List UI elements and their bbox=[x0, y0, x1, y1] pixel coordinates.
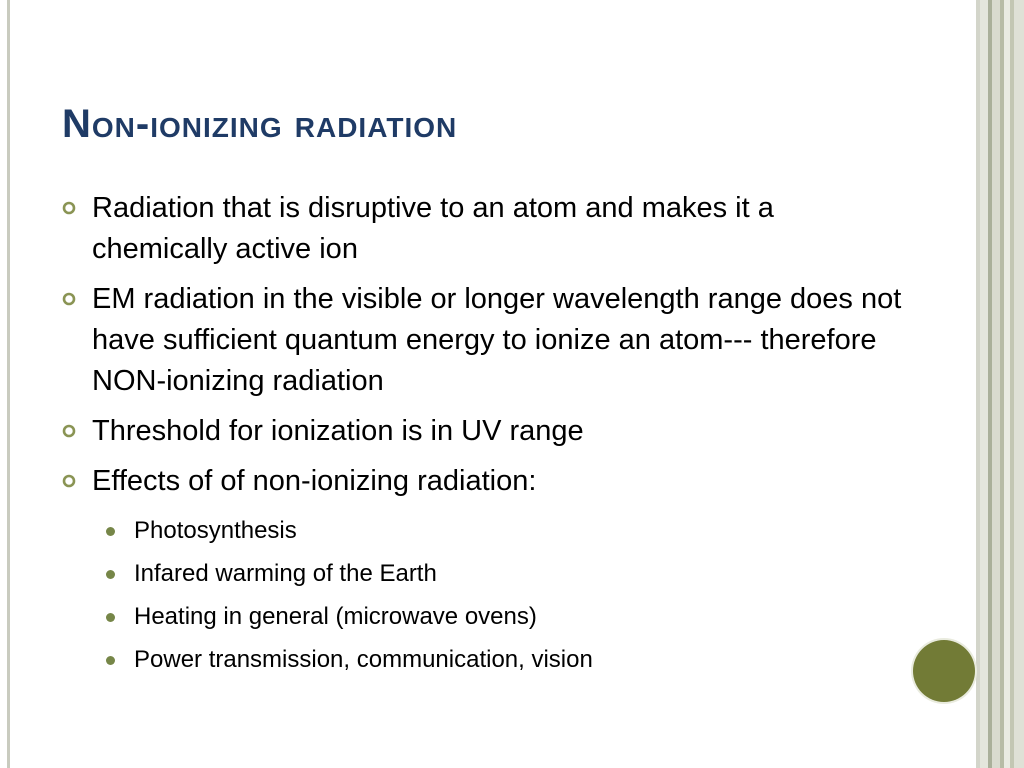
sub-bullet-item bbox=[62, 552, 912, 595]
sub-bullet-text: Infared warming of the Earth bbox=[134, 560, 437, 587]
slide-title: Non-ionizing radiation bbox=[62, 102, 458, 146]
dot-bullet-icon bbox=[106, 570, 115, 579]
bullet-text: EM radiation in the visible or longer wavelength range does not have sufficient quantum energy to ionize an atom--- therefore NON-ionizing radiation bbox=[92, 283, 902, 397]
ring-bullet-icon bbox=[62, 424, 76, 438]
bullet-item bbox=[62, 461, 912, 502]
right-decor-stripe bbox=[992, 0, 1000, 768]
sub-bullet-item bbox=[62, 638, 912, 681]
bullet-text: Radiation that is disruptive to an atom and makes it a chemically active ion bbox=[92, 192, 774, 265]
sub-bullet-text: Power transmission, communication, vision bbox=[134, 646, 593, 673]
sub-bullet-text: Heating in general (microwave ovens) bbox=[134, 603, 537, 630]
sub-bullet-text: Photosynthesis bbox=[134, 517, 297, 544]
right-decor-stripe bbox=[980, 0, 988, 768]
bullet-text: Effects of of non-ionizing radiation: bbox=[92, 465, 537, 497]
bullet-text: Threshold for ionization is in UV range bbox=[92, 415, 584, 447]
right-decor-stripe bbox=[1014, 0, 1024, 768]
dot-bullet-icon bbox=[106, 613, 115, 622]
bullet-item bbox=[62, 411, 912, 452]
left-border-line bbox=[7, 0, 10, 768]
dot-bullet-icon bbox=[106, 656, 115, 665]
bullet-item bbox=[62, 188, 912, 270]
dot-bullet-icon bbox=[106, 527, 115, 536]
ring-bullet-icon bbox=[62, 474, 76, 488]
ring-bullet-icon bbox=[62, 201, 76, 215]
sub-bullet-item bbox=[62, 595, 912, 638]
bullet-list bbox=[62, 188, 912, 681]
sub-bullet-item bbox=[62, 509, 912, 552]
decorative-circle bbox=[913, 640, 975, 702]
bullet-item bbox=[62, 279, 912, 402]
ring-bullet-icon bbox=[62, 292, 76, 306]
sub-bullet-list bbox=[62, 509, 912, 681]
